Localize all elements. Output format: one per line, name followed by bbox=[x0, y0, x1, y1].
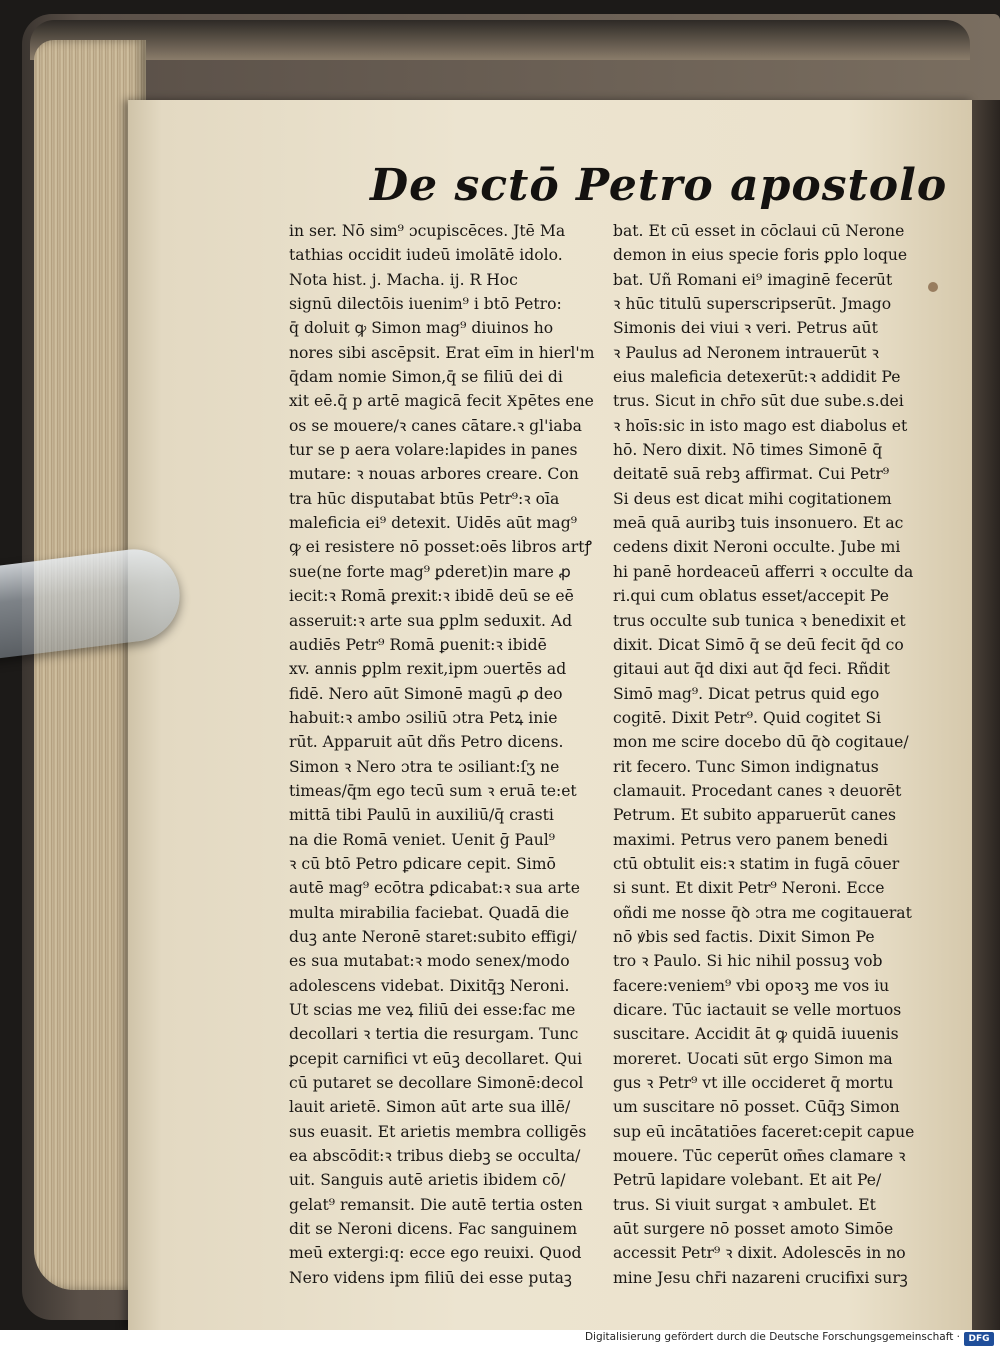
text-line: gelat⁹ remansit. Die autē tertia osten bbox=[289, 1195, 583, 1214]
text-line: mouere. Tūc ceperūt om̄es clamare ꝛ bbox=[613, 1147, 906, 1166]
text-line: oñdi me nosse q̄ꝺ ɔtra me cogitauerat bbox=[613, 903, 912, 922]
text-line: uit. Sanguis autē arietis ibidem cō/ bbox=[289, 1171, 566, 1190]
text-line: hō. Nero dixit. Nō times Simonē q̄ bbox=[613, 441, 883, 460]
text-line: ctū obtulit eis:ꝛ statim in fugā cōuer bbox=[613, 854, 900, 873]
text-line: accessit Petr⁹ ꝛ dixit. Adolescēs in no bbox=[613, 1244, 906, 1263]
text-line: ꝑcepit carnifici vt eūꝫ decollaret. Qui bbox=[289, 1049, 583, 1068]
text-line: xit eē.q̄ p artē magicā fecit Ӿpētes ene bbox=[289, 392, 594, 411]
text-line: tur se p aera volare:lapides in panes bbox=[289, 441, 578, 460]
text-line: Si deus est dicat mihi cogitationem bbox=[613, 489, 892, 508]
text-line: habuit:ꝛ ambo ɔsiliū ɔtra Petꝝ inie bbox=[289, 708, 558, 727]
text-line: ꝛ cū btō Petro ꝑdicare cepit. Simō bbox=[289, 854, 556, 873]
text-line: duꝫ ante Neronē staret:subito effigi/ bbox=[289, 927, 577, 946]
text-line: trus. Sicut in chr̄o sūt due sube.s.dei bbox=[613, 392, 904, 411]
text-line: xv. annis ꝑplm rexit,ipm ɔuertēs ad bbox=[289, 660, 567, 679]
text-line: dixit. Dicat Simō q̄ se deū fecit q̄d co bbox=[613, 635, 904, 654]
text-line: mon me scire docebo dū q̄ꝺ cogitaue/ bbox=[613, 733, 909, 752]
text-line: rit fecero. Tunc Simon indignatus bbox=[613, 757, 879, 776]
text-line: Petrū lapidare volebant. Et ait Pe/ bbox=[613, 1171, 882, 1190]
text-line: cū putaret se decollare Simonē:decol bbox=[289, 1074, 584, 1093]
text-line: sup eū incātatiōes faceret:cepit capue bbox=[613, 1122, 915, 1141]
text-line: si sunt. Et dixit Petr⁹ Neroni. Ecce bbox=[613, 879, 885, 898]
text-line: Simonis dei viui ꝛ veri. Petrus aūt bbox=[613, 319, 878, 338]
text-line: mine Jesu chr̄i nazareni crucifixi surꝫ bbox=[613, 1268, 908, 1287]
text-line: asseruit:ꝛ arte sua ꝑplm seduxit. Ad bbox=[289, 611, 573, 630]
text-line: tra hūc disputabat btūs Petr⁹:ꝛ oīa bbox=[289, 489, 560, 508]
text-line: autē mag⁹ ecōtra ꝑdicabat:ꝛ sua arte bbox=[289, 879, 580, 898]
text-line: Petrum. Et subito apparuerūt canes bbox=[613, 806, 897, 825]
text-line: demon in eius specie foris ꝑplo loque bbox=[613, 246, 908, 265]
text-line: Nota hist. j. Macha. ij. R Hoc bbox=[289, 270, 518, 289]
text-line: bat. Uñ Romani ei⁹ imaginē fecerūt bbox=[613, 270, 893, 289]
text-line: iecit:ꝛ Romā ꝑrexit:ꝛ ibidē deū se eē bbox=[289, 587, 574, 606]
text-line: facere:veniem⁹ vbi opoꝛꝫ me vos iu bbox=[613, 976, 890, 995]
text-line: signū dilectōis iuenim⁹ i btō Petro: bbox=[289, 295, 562, 314]
text-line: lauit arietē. Simon aūt arte sua illē/ bbox=[289, 1098, 571, 1117]
text-line: nores sibi ascēpsit. Erat eīm in hierl'm bbox=[289, 343, 595, 362]
book-top-edge bbox=[30, 20, 970, 60]
text-line: fidē. Nero aūt Simonē magū ꝓ deo bbox=[289, 684, 563, 703]
text-line: aūt surgere nō posset amoto Simōe bbox=[613, 1220, 894, 1239]
text-line: bat. Et cū esset in cōclaui cū Nerone bbox=[613, 222, 905, 240]
text-line: dit se Neroni dicens. Fac sanguinem bbox=[289, 1220, 578, 1239]
text-line: mittā tibi Paulū in auxiliū/q̄ crasti bbox=[289, 806, 554, 825]
text-line: Simon ꝛ Nero ɔtra te ɔsiliant:ſʒ ne bbox=[289, 757, 560, 776]
text-line: clamauit. Procedant canes ꝛ deuorēt bbox=[613, 781, 902, 800]
right-text-column bbox=[613, 219, 943, 1290]
text-line: cogitē. Dixit Petr⁹. Quid cogitet Si bbox=[613, 708, 882, 727]
text-line: ꝛ Paulus ad Neronem intrauerūt ꝛ bbox=[613, 343, 879, 362]
text-line: maximi. Petrus vero panem benedi bbox=[613, 830, 888, 849]
text-line: trus. Si viuit surgat ꝛ ambulet. Et bbox=[613, 1195, 876, 1214]
text-line: sue(ne forte mag⁹ ꝑderet)in mare ꝓ bbox=[289, 562, 571, 581]
text-line: q̄ doluit ꝙ Simon mag⁹ diuinos ho bbox=[289, 319, 554, 338]
text-line: trus occulte sub tunica ꝛ benedixit et bbox=[613, 611, 906, 630]
text-line: os se mouere/ꝛ canes cātare.ꝛ gl'iaba bbox=[289, 416, 582, 435]
text-line: suscitare. Accidit āt ꝙ quidā iuuenis bbox=[613, 1025, 899, 1044]
text-line: in ser. Nō sim⁹ ɔcupiscēces. Jtē Ma bbox=[289, 222, 566, 240]
text-line: ꝛ hūc titulū superscripserūt. Jmago bbox=[613, 295, 892, 314]
text-line: q̄dam nomie Simon,q̄ se filiū dei di bbox=[289, 368, 563, 387]
book-right-edge bbox=[972, 100, 1000, 1330]
dfg-logo: DFG bbox=[964, 1332, 994, 1346]
text-line: dicare. Tūc iactauit se velle mortuos bbox=[613, 1001, 902, 1019]
text-line: sus euasit. Et arietis membra colligēs bbox=[289, 1122, 587, 1141]
text-line: timeas/q̄m ego tecū sum ꝛ eruā te:et bbox=[289, 781, 577, 800]
text-line: adolescens videbat. Dixitq̄ꝫ Neroni. bbox=[289, 976, 570, 995]
running-header: De sctō Petro apostolo bbox=[370, 160, 948, 211]
text-line: Ut scias me veꝝ filiū dei esse:fac me bbox=[289, 1001, 576, 1019]
text-line: gitaui aut q̄d dixi aut q̄d feci. Rñdit bbox=[613, 660, 890, 679]
text-line: nō ꝟbis sed factis. Dixit Simon Pe bbox=[613, 927, 875, 946]
text-line: um suscitare nō posset. Cūq̄ꝫ Simon bbox=[613, 1098, 900, 1117]
text-line: ri.qui cum oblatus esset/accepit Pe bbox=[613, 587, 889, 606]
text-line: ea abscōdit:ꝛ tribus diebꝫ se occulta/ bbox=[289, 1147, 581, 1166]
text-line: meū extergi:q: ecce ego reuixi. Quod bbox=[289, 1244, 582, 1263]
text-line: rūt. Apparuit aūt dñs Petro dicens. bbox=[289, 733, 564, 752]
text-line: maleficia ei⁹ detexit. Uidēs aūt mag⁹ bbox=[289, 514, 577, 533]
text-line: tro ꝛ Paulo. Si hic nihil possuꝫ vob bbox=[613, 952, 883, 971]
paper-stain bbox=[928, 282, 938, 292]
text-line: deitatē suā rebꝫ affirmat. Cui Petr⁹ bbox=[613, 465, 890, 484]
text-line: es sua mutabat:ꝛ modo senex/modo bbox=[289, 952, 570, 971]
left-text-column bbox=[289, 219, 619, 1290]
text-line: audiēs Petr⁹ Romā ꝑuenit:ꝛ ibidē bbox=[289, 635, 547, 654]
text-line: eius maleficia detexerūt:ꝛ addidit Pe bbox=[613, 368, 901, 387]
text-line: gus ꝛ Petr⁹ vt ille occideret q̄ mortu bbox=[613, 1074, 894, 1093]
text-line: decollari ꝛ tertia die resurgam. Tunc bbox=[289, 1025, 579, 1044]
text-line: hi panē hordeaceū afferri ꝛ occulte da bbox=[613, 562, 914, 581]
text-line: Nero videns ipm filiū dei esse putaꝫ bbox=[289, 1268, 572, 1287]
text-line: ꝙ ei resistere nō posset:oēs libros artꝭ bbox=[289, 538, 592, 557]
text-line: ꝛ hoīs:sic in isto mago est diabolus et bbox=[613, 416, 908, 435]
text-line: na die Romā veniet. Uenit ḡ Paul⁹ bbox=[289, 830, 556, 849]
footer-credit: Digitalisierung gefördert durch die Deutsche Forschungsgemeinschaft · bbox=[584, 1331, 960, 1343]
text-line: multa mirabilia faciebat. Quadā die bbox=[289, 903, 570, 922]
text-line: cedens dixit Neroni occulte. Jube mi bbox=[613, 538, 901, 557]
text-line: mutare: ꝛ nouas arbores creare. Con bbox=[289, 465, 579, 484]
text-line: tathias occidit iudeū imolātē idolo. bbox=[289, 246, 563, 265]
text-line: meā quā auribꝫ tuis insonuero. Et ac bbox=[613, 514, 904, 533]
text-line: Simō mag⁹. Dicat petrus quid ego bbox=[613, 684, 880, 703]
text-line: moreret. Uocati sūt ergo Simon ma bbox=[613, 1049, 893, 1068]
